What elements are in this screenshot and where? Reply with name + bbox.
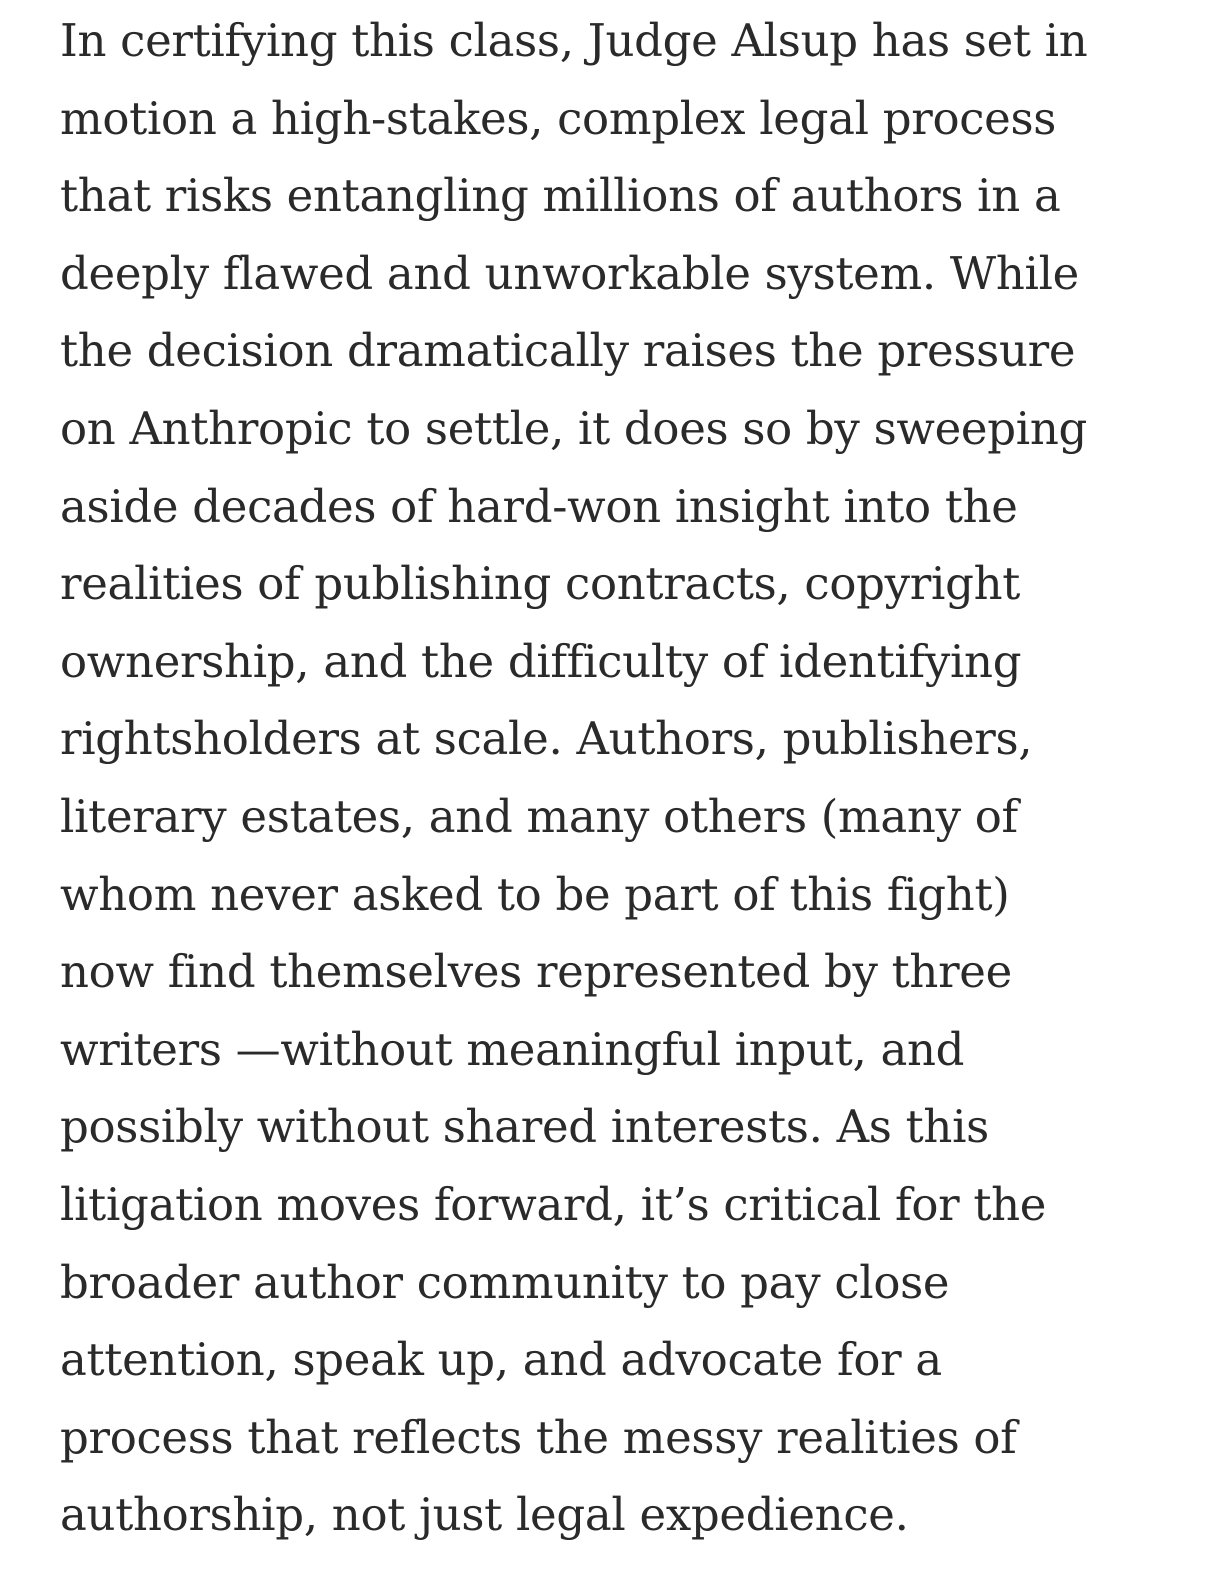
paragraph-line: realities of publishing contracts, copyright bbox=[60, 557, 1021, 611]
paragraph-line: literary estates, and many others (many of bbox=[60, 789, 1018, 843]
paragraph-line: whom never asked to be part of this fight) bbox=[60, 867, 1010, 921]
paragraph-line: In certifying this class, Judge Alsup has set in bbox=[60, 14, 1088, 67]
paragraph-line: rightsholders at scale. Authors, publishers, bbox=[60, 712, 1033, 766]
paragraph-line: authorship, not just legal expedience. bbox=[60, 1488, 909, 1542]
paragraph-line: that risks entangling millions of authors in a bbox=[60, 169, 1061, 223]
paragraph-line: deeply flawed and unworkable system. While bbox=[60, 246, 1080, 300]
paragraph-line: broader author community to pay close bbox=[60, 1255, 950, 1309]
paragraph-line: process that reflects the messy realities of bbox=[60, 1410, 1017, 1464]
paragraph-line: aside decades of hard-won insight into the bbox=[60, 479, 1018, 533]
paragraph-line: motion a high-stakes, complex legal process bbox=[60, 91, 1057, 145]
paragraph-line: litigation moves forward, it’s critical for the bbox=[60, 1177, 1047, 1231]
paragraph-line: attention, speak up, and advocate for a bbox=[60, 1333, 942, 1387]
paragraph-line: writers —without meaningful input, and bbox=[60, 1022, 965, 1076]
paragraph-line: now find themselves represented by three bbox=[60, 945, 1012, 999]
paragraph-line: the decision dramatically raises the pressure bbox=[60, 324, 1076, 378]
paragraph-line: on Anthropic to settle, it does so by sweeping bbox=[60, 401, 1088, 455]
paragraph-line: possibly without shared interests. As this bbox=[60, 1100, 989, 1154]
article-paragraph bbox=[60, 0, 1180, 1554]
paragraph-line: ownership, and the difficulty of identifying bbox=[60, 634, 1022, 688]
